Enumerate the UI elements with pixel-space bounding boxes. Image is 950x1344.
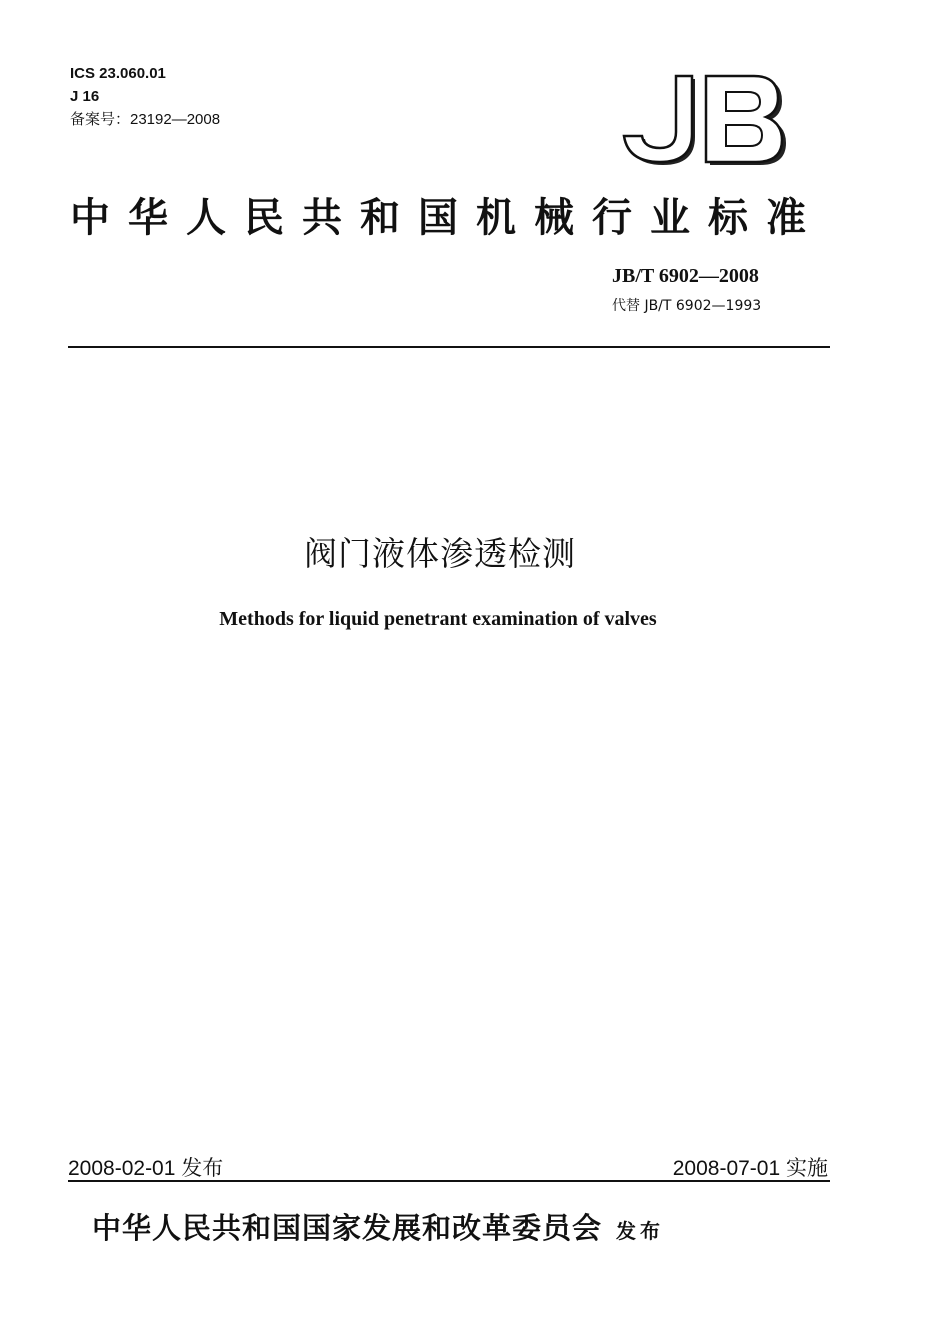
- english-title: Methods for liquid penetrant examination of valves: [219, 608, 657, 630]
- issuer-name: 中华人民共和国国家发展和改革委员会: [92, 1211, 603, 1245]
- jb-logo: [614, 70, 790, 166]
- replaces-standard: 代替 JB/T 6902—1993: [612, 298, 762, 314]
- implementation-date: 2008-07-01 实施: [672, 1157, 828, 1180]
- bottom-divider: [68, 1180, 830, 1182]
- main-title: 中华人民共和国机械行业标准: [70, 195, 824, 241]
- ccs-code: J 16: [70, 88, 100, 105]
- logo-text: JB: [614, 70, 615, 71]
- issue-date: 2008-02-01 发布: [68, 1157, 224, 1180]
- chinese-title: 阀门液体渗透检测: [304, 534, 576, 573]
- record-number: 备案号：23192—2008: [70, 111, 221, 128]
- issuer-suffix: 发布: [616, 1219, 665, 1243]
- standard-number: [612, 265, 759, 288]
- classification-block: [70, 62, 220, 131]
- issuing-authority: [92, 1206, 664, 1247]
- standard-number-text: JB/T 6902—2008: [612, 265, 759, 287]
- top-divider: [68, 346, 830, 348]
- ics-code: ICS 23.060.01: [70, 65, 166, 82]
